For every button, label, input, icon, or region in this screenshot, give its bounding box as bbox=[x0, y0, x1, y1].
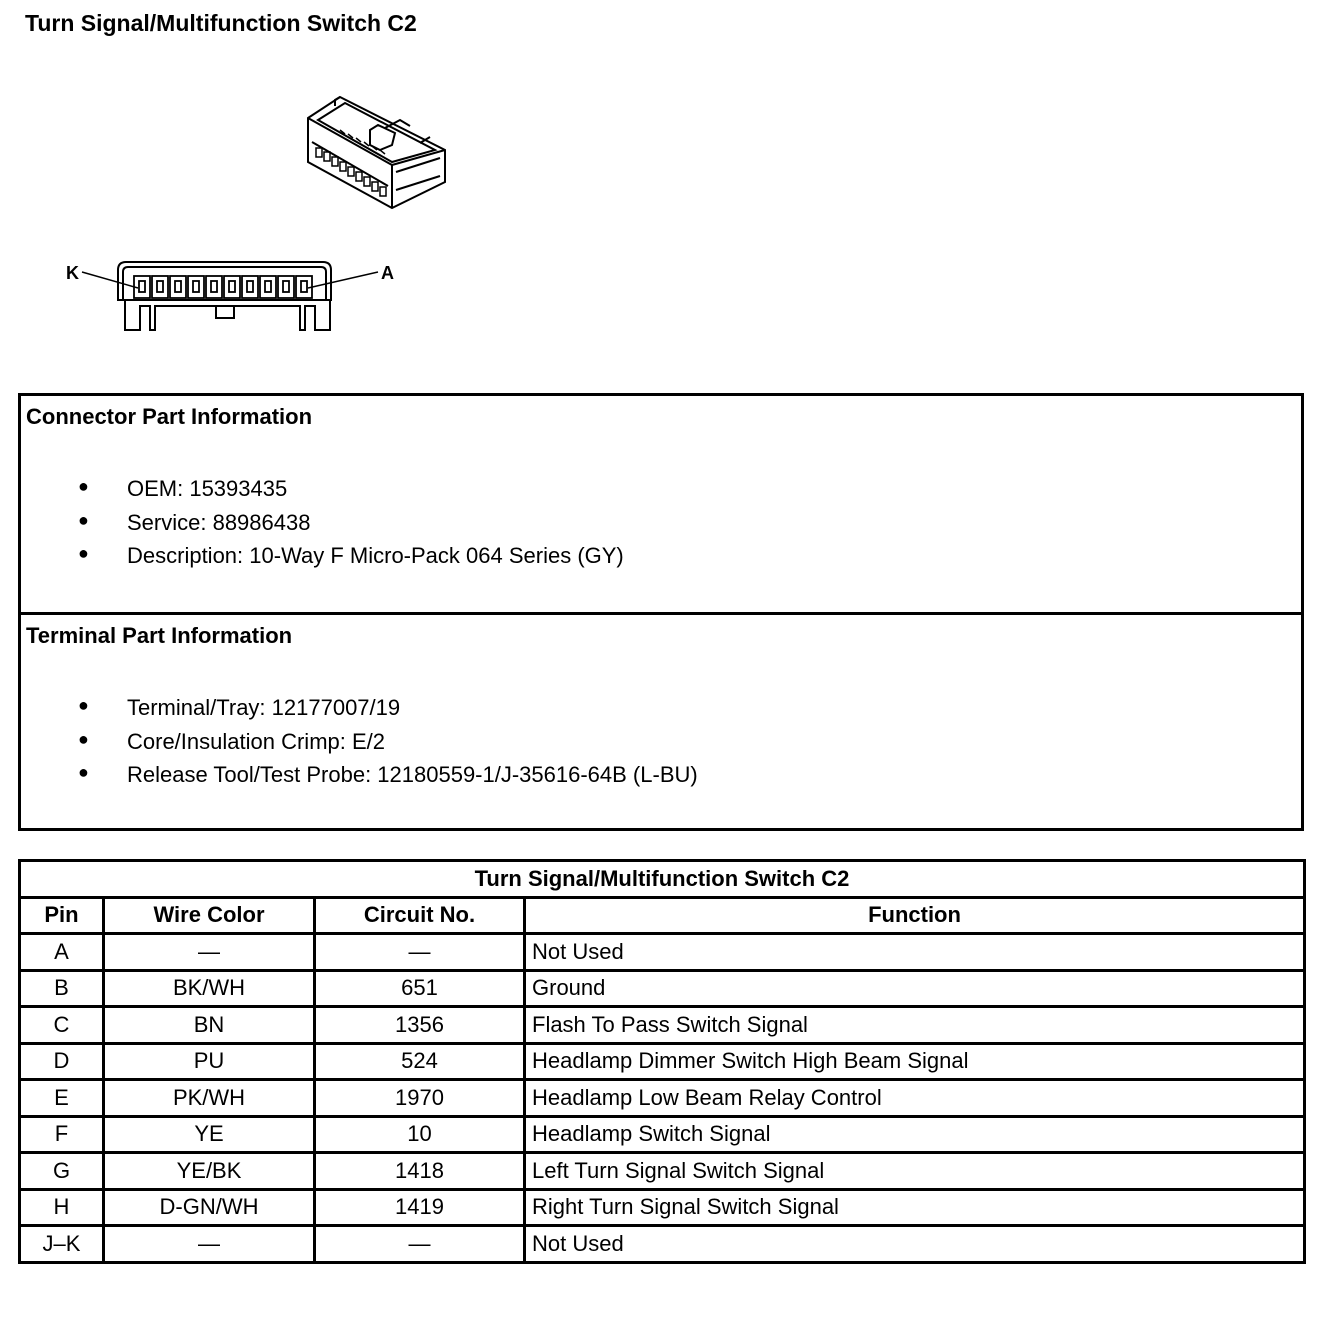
bullet-icon: ● bbox=[78, 543, 89, 563]
terminal-info-heading: Terminal Part Information bbox=[26, 623, 293, 648]
pin-cell: D bbox=[20, 1043, 104, 1080]
wire-color-cell: YE/BK bbox=[104, 1153, 315, 1190]
function-cell: Right Turn Signal Switch Signal bbox=[525, 1189, 1305, 1226]
pin-cell: F bbox=[20, 1116, 104, 1153]
list-item-text: Release Tool/Test Probe: 12180559-1/J-35616-64B (L-BU) bbox=[127, 762, 698, 787]
wire-color-cell: D-GN/WH bbox=[104, 1189, 315, 1226]
wire-color-cell: PU bbox=[104, 1043, 315, 1080]
pin-table bbox=[18, 859, 1306, 1264]
wire-color-cell: — bbox=[104, 934, 315, 971]
table-row bbox=[20, 970, 1305, 1007]
list-item-text: Core/Insulation Crimp: E/2 bbox=[127, 728, 385, 754]
pin-cell: H bbox=[20, 1189, 104, 1226]
header-function: Function bbox=[525, 897, 1305, 934]
connector-info-section bbox=[21, 396, 1301, 615]
function-cell: Ground bbox=[525, 970, 1305, 1007]
connector-info-heading: Connector Part Information bbox=[26, 404, 313, 429]
pin-cell: B bbox=[20, 970, 104, 1007]
table-title: Turn Signal/Multifunction Switch C2 bbox=[20, 861, 1305, 898]
wire-color-cell: BN bbox=[104, 1007, 315, 1044]
list-item bbox=[21, 762, 698, 796]
table-row bbox=[20, 1226, 1305, 1263]
pin-label-k: K bbox=[66, 263, 79, 283]
circuit-no-cell: 1356 bbox=[315, 1007, 525, 1044]
circuit-no-cell: 1970 bbox=[315, 1080, 525, 1117]
list-item bbox=[21, 476, 624, 510]
function-cell: Headlamp Switch Signal bbox=[525, 1116, 1305, 1153]
list-item bbox=[21, 543, 624, 577]
table-row bbox=[20, 1189, 1305, 1226]
pin-cell: A bbox=[20, 934, 104, 971]
table-header-row bbox=[20, 897, 1305, 934]
function-cell: Not Used bbox=[525, 1226, 1305, 1263]
wire-color-cell: YE bbox=[104, 1116, 315, 1153]
wire-color-cell: — bbox=[104, 1226, 315, 1263]
pin-cell: E bbox=[20, 1080, 104, 1117]
pin-cell: J–K bbox=[20, 1226, 104, 1263]
circuit-no-cell: 1418 bbox=[315, 1153, 525, 1190]
circuit-no-cell: 651 bbox=[315, 970, 525, 1007]
function-cell: Flash To Pass Switch Signal bbox=[525, 1007, 1305, 1044]
connector-diagram bbox=[0, 60, 480, 350]
table-row bbox=[20, 1043, 1305, 1080]
circuit-no-cell: — bbox=[315, 1226, 525, 1263]
bullet-icon: ● bbox=[78, 509, 89, 530]
table-row bbox=[20, 934, 1305, 971]
table-row bbox=[20, 1007, 1305, 1044]
table-row bbox=[20, 1116, 1305, 1153]
list-item bbox=[21, 695, 698, 729]
part-info-box bbox=[18, 393, 1304, 831]
pin-label-a: A bbox=[381, 263, 394, 283]
header-wire-color: Wire Color bbox=[104, 897, 315, 934]
header-circuit-no: Circuit No. bbox=[315, 897, 525, 934]
list-item-text: Service: 88986438 bbox=[127, 509, 311, 535]
circuit-no-cell: 524 bbox=[315, 1043, 525, 1080]
terminal-info-list bbox=[21, 695, 698, 796]
circuit-no-cell: — bbox=[315, 934, 525, 971]
circuit-no-cell: 10 bbox=[315, 1116, 525, 1153]
list-item bbox=[21, 729, 698, 763]
terminal-info-section bbox=[21, 615, 1301, 828]
list-item-text: Terminal/Tray: 12177007/19 bbox=[127, 695, 401, 720]
function-cell: Headlamp Low Beam Relay Control bbox=[525, 1080, 1305, 1117]
bullet-icon: ● bbox=[78, 728, 89, 749]
connector-info-list bbox=[21, 476, 624, 577]
pin-cell: G bbox=[20, 1153, 104, 1190]
bullet-icon: ● bbox=[78, 695, 89, 715]
page-title: Turn Signal/Multifunction Switch C2 bbox=[25, 10, 417, 36]
wire-color-cell: BK/WH bbox=[104, 970, 315, 1007]
circuit-no-cell: 1419 bbox=[315, 1189, 525, 1226]
bullet-icon: ● bbox=[78, 762, 89, 782]
header-pin: Pin bbox=[20, 897, 104, 934]
function-cell: Left Turn Signal Switch Signal bbox=[525, 1153, 1305, 1190]
list-item-text: OEM: 15393435 bbox=[127, 476, 288, 501]
bullet-icon: ● bbox=[78, 476, 89, 496]
function-cell: Not Used bbox=[525, 934, 1305, 971]
table-row bbox=[20, 1153, 1305, 1190]
table-row bbox=[20, 1080, 1305, 1117]
list-item bbox=[21, 510, 624, 544]
connector-face-cavities bbox=[134, 276, 312, 298]
pin-cell: C bbox=[20, 1007, 104, 1044]
function-cell: Headlamp Dimmer Switch High Beam Signal bbox=[525, 1043, 1305, 1080]
wire-color-cell: PK/WH bbox=[104, 1080, 315, 1117]
list-item-text: Description: 10-Way F Micro-Pack 064 Series (GY) bbox=[127, 543, 624, 568]
